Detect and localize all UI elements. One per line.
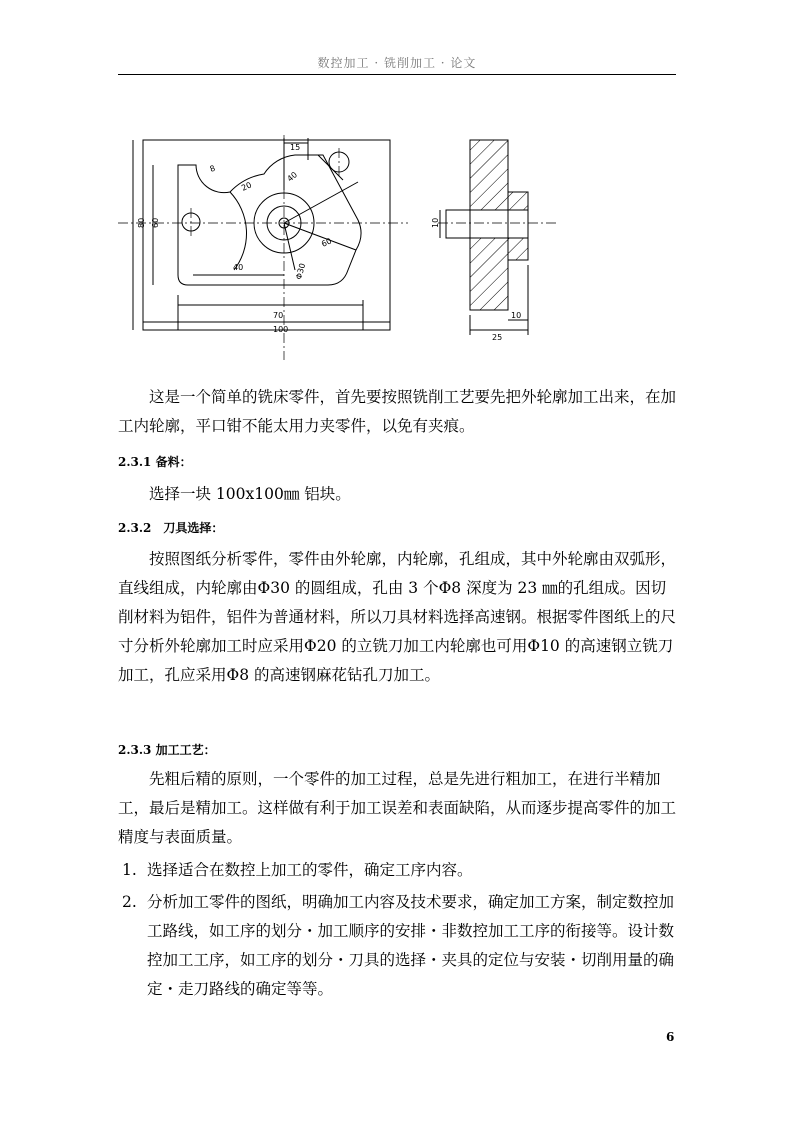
page-number: 6 bbox=[666, 1030, 675, 1044]
heading-2-3-3: 2.3.3 加工工艺： bbox=[118, 743, 216, 757]
dim-phi30: Φ30 bbox=[294, 262, 308, 281]
dim-40-inner: 40 bbox=[233, 263, 244, 272]
dim-r60: 60 bbox=[320, 236, 334, 249]
side-view-boss bbox=[446, 210, 528, 238]
dim-25: 25 bbox=[492, 333, 503, 342]
dim-r8: 8 bbox=[208, 163, 217, 174]
paragraph-intro: 这是一个简单的铣床零件，首先要按照铣削工艺要先把外轮廓加工出来，在加工内轮廓，平口钳不能太用力夹零件，以免有夹痕。 bbox=[118, 388, 677, 435]
dim-10-side: 10 bbox=[431, 217, 440, 228]
paragraph-tool-selection: 按照图纸分析零件，零件由外轮廓，内轮廓，孔组成，其中外轮廓由双弧形，直线组成，内轮廓由Φ30 的圆组成，孔由 3 个Φ8 深度为 23 ㎜的孔组成。因切削材料为铝件，铝件为普通材料，所以刀具材料选择高速钢。根据零件图纸上的尺寸分析外轮廓加工时应采用Φ20 的立铣刀加工内轮廓也可用Φ10 的高速钢立铣刀加工，孔应采用Φ8 的高速钢麻花钻孔刀加工。 bbox=[118, 550, 677, 684]
heading-2-3-2: 2.3.2 刀具选择： bbox=[118, 521, 224, 535]
dim-70: 70 bbox=[273, 311, 284, 320]
list-number: 2. bbox=[122, 893, 137, 911]
part-drawing bbox=[118, 120, 588, 370]
part-outline bbox=[178, 155, 361, 285]
paragraph-process: 先粗后精的原则，一个零件的加工过程，总是先进行粗加工，在进行半精加工，最后是精加工。这样做有利于加工误差和表面缺陷，从而逐步提高零件的加工精度与表面质量。 bbox=[118, 770, 677, 846]
dim-60-left: 60 bbox=[151, 217, 160, 228]
list-item bbox=[118, 856, 678, 885]
list-item bbox=[118, 888, 678, 1004]
dim-r20: 20 bbox=[240, 180, 254, 193]
list-number: 1. bbox=[122, 861, 137, 879]
page-header bbox=[118, 48, 676, 75]
heading-2-3-1: 2.3.1 备料： bbox=[118, 455, 192, 469]
paragraph-material: 选择一块 100x100㎜ 铝块。 bbox=[149, 485, 351, 503]
dim-80-left: 80 bbox=[137, 217, 146, 228]
list-text: 分析加工零件的图纸，明确加工内容及技术要求，确定加工方案，制定数控加工路线，如工序的划分・加工顺序的安排・非数控加工工序的衔接等。设计数控加工工序，如工序的划分・刀具的选择・夹具的定位与安装・切削用量的确定・走刀路线的确定等等。 bbox=[147, 893, 675, 998]
outer-rectangle bbox=[143, 140, 390, 330]
dim-15: 15 bbox=[290, 143, 301, 152]
list-text: 选择适合在数控上加工的零件，确定工序内容。 bbox=[147, 861, 473, 879]
inner-arc-left bbox=[230, 192, 247, 270]
dim-40-top: 40 bbox=[285, 170, 300, 184]
dim-10-bottom: 10 bbox=[511, 311, 522, 320]
dim-100: 100 bbox=[273, 325, 289, 334]
header-text: 数控加工 · 铣削加工 · 论文 bbox=[317, 56, 477, 70]
